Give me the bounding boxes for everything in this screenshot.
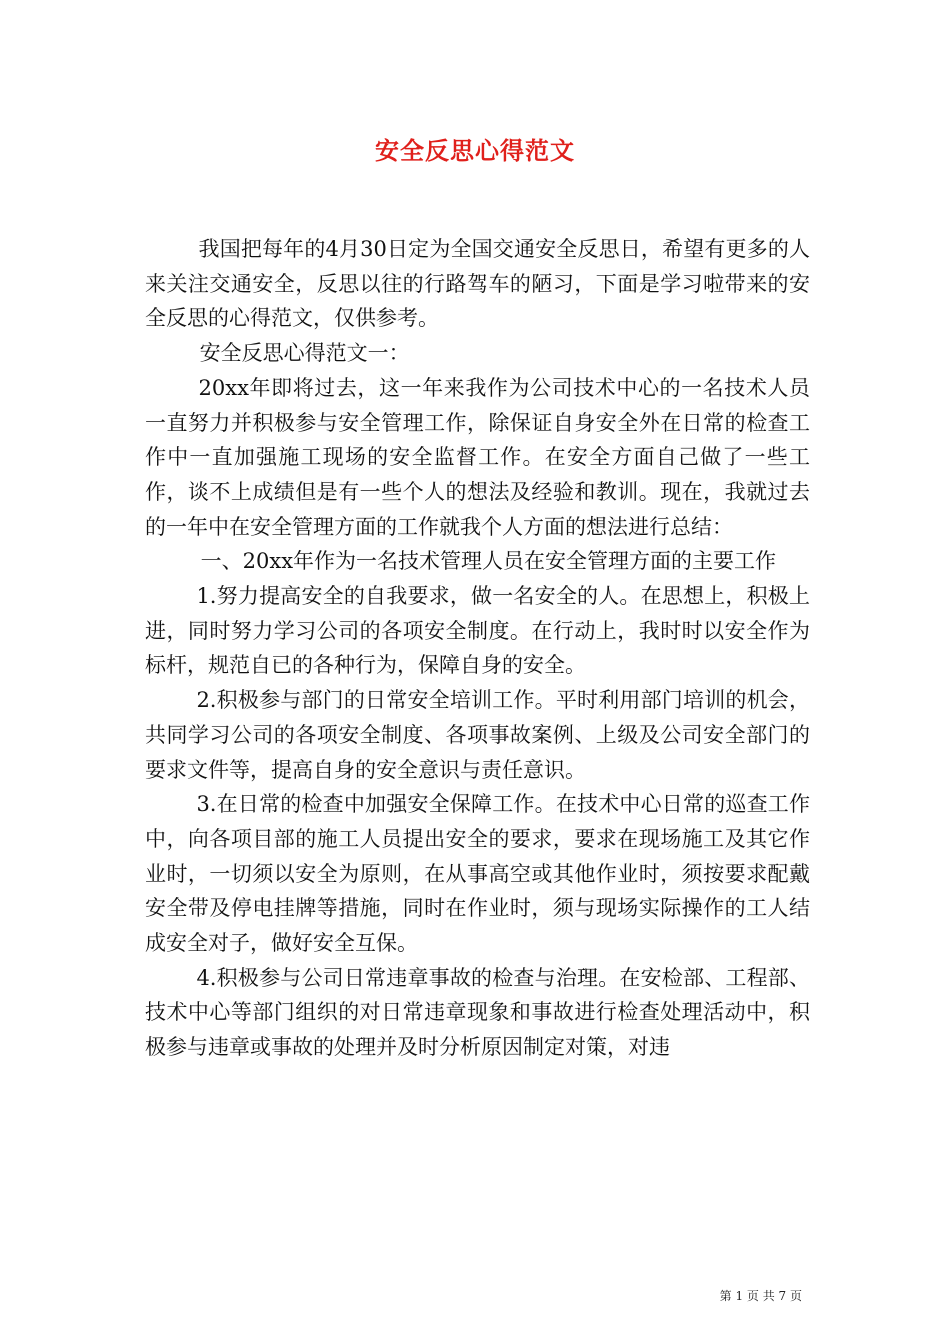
list-item-2: 2.积极参与部门的日常安全培训工作。平时利用部门培训的机会，共同学习公司的各项安全制度、各项事故案例、上级及公司安全部门的要求文件等，提高自身的安全意识与责任意识。	[145, 688, 810, 782]
subsection-heading: 一、20xx年作为一名技术管理人员在安全管理方面的主要工作	[200, 549, 777, 574]
document-title: 安全反思心得范文	[375, 136, 575, 165]
list-item-3: 3.在日常的检查中加强安全保障工作。在技术中心日常的巡查工作中，向各项目部的施工人员提出安全的要求，要求在现场施工及其它作业时，一切须以安全为原则，在从事高空或其他作业时，须按要求配戴安全带及停电挂牌等措施，同时在作业时，须与现场实际操作的工人结成安全对子，做好安全互保。	[145, 792, 810, 956]
intro-paragraph: 我国把每年的4月30日定为全国交通安全反思日，希望有更多的人来关注交通安全，反思以往的行路驾车的陋习，下面是学习啦带来的安全反思的心得范文，仅供参考。	[145, 237, 810, 331]
summary-paragraph: 20xx年即将过去，这一年来我作为公司技术中心的一名技术人员一直努力并积极参与安全管理工作，除保证自身安全外在日常的检查工作中一直加强施工现场的安全监督工作。在安全方面自己做了一些工作，谈不上成绩但是有一些个人的想法及经验和教训。现在，我就过去的一年中在安全管理方面的工作就我个人方面的想法进行总结：	[145, 375, 810, 539]
list-item-1: 1.努力提高安全的自我要求，做一名安全的人。在思想上，积极上进，同时努力学习公司的各项安全制度。在行动上，我时时以安全作为标杆，规范自已的各种行为，保障自身的安全。	[145, 584, 810, 678]
section-heading: 安全反思心得范文一：	[199, 341, 410, 366]
list-item-4: 4.积极参与公司日常违章事故的检查与治理。在安检部、工程部、技术中心等部门组织的对日常违章现象和事故进行检查处理活动中，积极参与违章或事故的处理并及时分析原因制定对策，对违	[145, 965, 810, 1060]
document-body	[145, 232, 810, 1065]
page-number-footer: 第 1 页 共 7 页	[719, 1289, 802, 1303]
